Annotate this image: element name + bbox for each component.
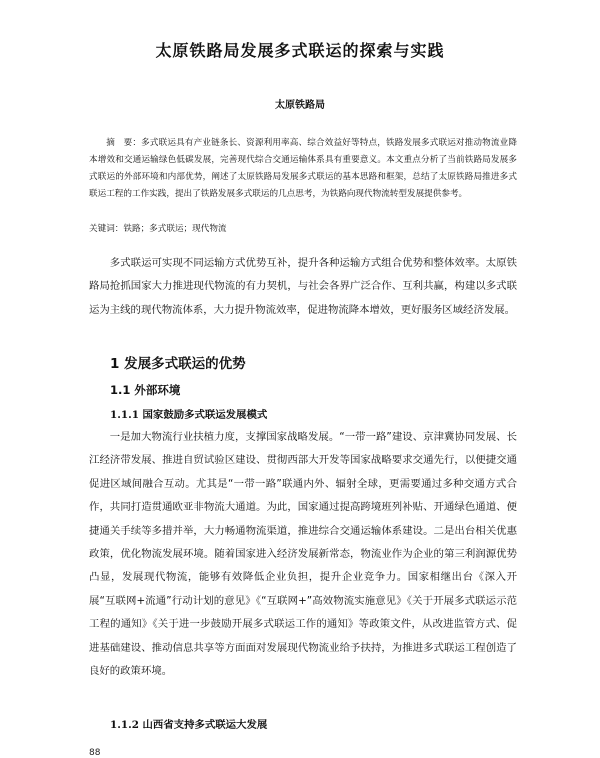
section-heading-1-1: 1.1 外部环境 bbox=[110, 383, 181, 397]
paper-author: 太原铁路局 bbox=[275, 100, 325, 111]
keywords: 关键词：铁路；多式联运；现代物流 bbox=[89, 224, 227, 234]
paper-title: 太原铁路局发展多式联运的探索与实践 bbox=[155, 41, 445, 60]
section-heading-1-1-1: 1.1.1 国家鼓励多式联运发展模式 bbox=[110, 409, 268, 421]
body-paragraph-1-1-1: 一是加大物流行业扶植力度，支撑国家战略发展。“一带一路”建设、京津冀协同发展、长江经济带发展、推进自贸试验区建设、贯彻西部大开发等国家战略要求交通先行，以便捷交通促进区域间融合互动。尤其是“一带一路”联通内外、辐射全球，更需要通过多种交通方式合作，共同打造贯通欧亚非物流大通道。为此，国家通过提高跨境班列补贴、开通绿色通道、便捷通关手续等多措并举，大力畅通物流渠道，推进综合交通运输体系建设。二是出台相关优惠政策，优化物流发展环境。随着国家进入经济发展新常态，物流业作为企业的第三利润源优势凸显，发展现代物流，能够有效降低企业负担，提升企业竞争力。国家相继出台《深入开展“互联网+流通”行动计划的意见》《“互联网+”高效物流实施意见》《关于开展多式联运示范工程的通知》《关于进一步鼓励开展多式联运工作的通知》等政策文件，从改进监管方式、促进基础建设、推动信息共享等方面面对发展现代物流业给予扶持，为推进多式联运工程创造了良好的政策环境。 bbox=[89, 431, 517, 678]
intro-paragraph: 多式联运可实现不同运输方式优势互补，提升各种运输方式组合优势和整体效率。太原铁路局抢抓国家大力推进现代物流的有力契机，与社会各界广泛合作、互利共赢，构建以多式联运为主线的现代物流体系，大力提升物流效率，促进物流降本增效，更好服务区域经济发展。 bbox=[89, 257, 517, 316]
page-number: 88 bbox=[89, 748, 101, 758]
abstract: 摘 要：多式联运具有产业链条长、资源利用率高、综合效益好等特点，铁路发展多式联运对推动物流业降本增效和交通运输绿色低碳发展，完善现代综合交通运输体系具有重要意义。本文重点分析了当前铁路局发展多式联运的外部环境和内部优势，阐述了太原铁路局发展多式联运的基本思路和框架，总结了太原铁路局推进多式联运工程的工作实践，提出了铁路发展多式联运的几点思考，为铁路向现代物流转型发展提供参考。 bbox=[89, 138, 517, 199]
section-heading-1-1-2: 1.1.2 山西省支持多式联运大发展 bbox=[110, 719, 268, 731]
section-heading-1: 1 发展多式联运的优势 bbox=[110, 356, 246, 372]
